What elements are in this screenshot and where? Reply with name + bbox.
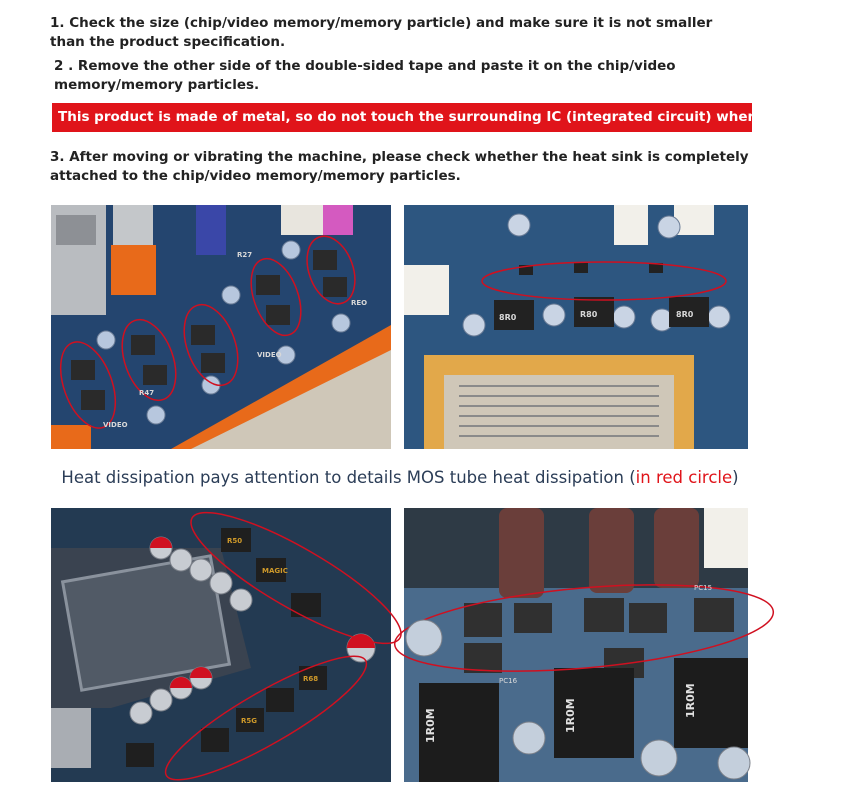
p1-label-3: VIDEO [103,421,128,429]
p4-label-4: PC15 [694,584,713,592]
caption-end: ) [732,468,739,487]
motherboard-photo-1 [51,205,391,449]
p4-label-2: 1R0M [684,683,697,718]
caption [0,468,800,487]
motherboard-photo-4 [404,508,748,782]
p1-label-0: R27 [237,251,253,259]
p4-label-1: 1R0M [564,698,577,733]
p3-label-3: R68 [303,675,319,683]
instruction-step-1: 1. Check the size (chip/video memory/memory particle) and make sure it is not smaller than the product specification. [50,15,713,50]
p4-label-3: PC16 [499,677,518,685]
caption-main: Heat dissipation pays attention to details MOS tube heat dissipation ( [61,468,636,487]
p3-label-2: R5G [241,717,258,725]
p2-label-0: 8R0 [499,313,517,322]
instruction-step-3: 3. After moving or vibrating the machine, please check whether the heat sink is completely attached to the chip/video memory/memory particles. [50,149,749,184]
p2-label-1: R80 [580,310,598,319]
caption-highlight: in red circle [635,468,733,487]
p2-label-2: 8R0 [676,310,694,319]
instruction-step-2: 2 . Remove the other side of the double-sided tape and paste it on the chip/video memory/memory particles. [54,58,676,93]
motherboard-photo-2 [404,205,748,449]
warning-banner: This product is made of metal, so do not touch the surrounding IC (integrated circuit) when installing it. [52,103,752,132]
p3-label-0: R50 [227,537,243,545]
p3-label-1: MAGIC [262,567,288,575]
p1-label-2: R47 [139,389,155,397]
p4-label-0: 1R0M [424,708,437,743]
motherboard-photo-3 [51,508,391,782]
p1-label-4: VIDEO [257,351,282,359]
p1-label-1: REO [351,299,368,307]
